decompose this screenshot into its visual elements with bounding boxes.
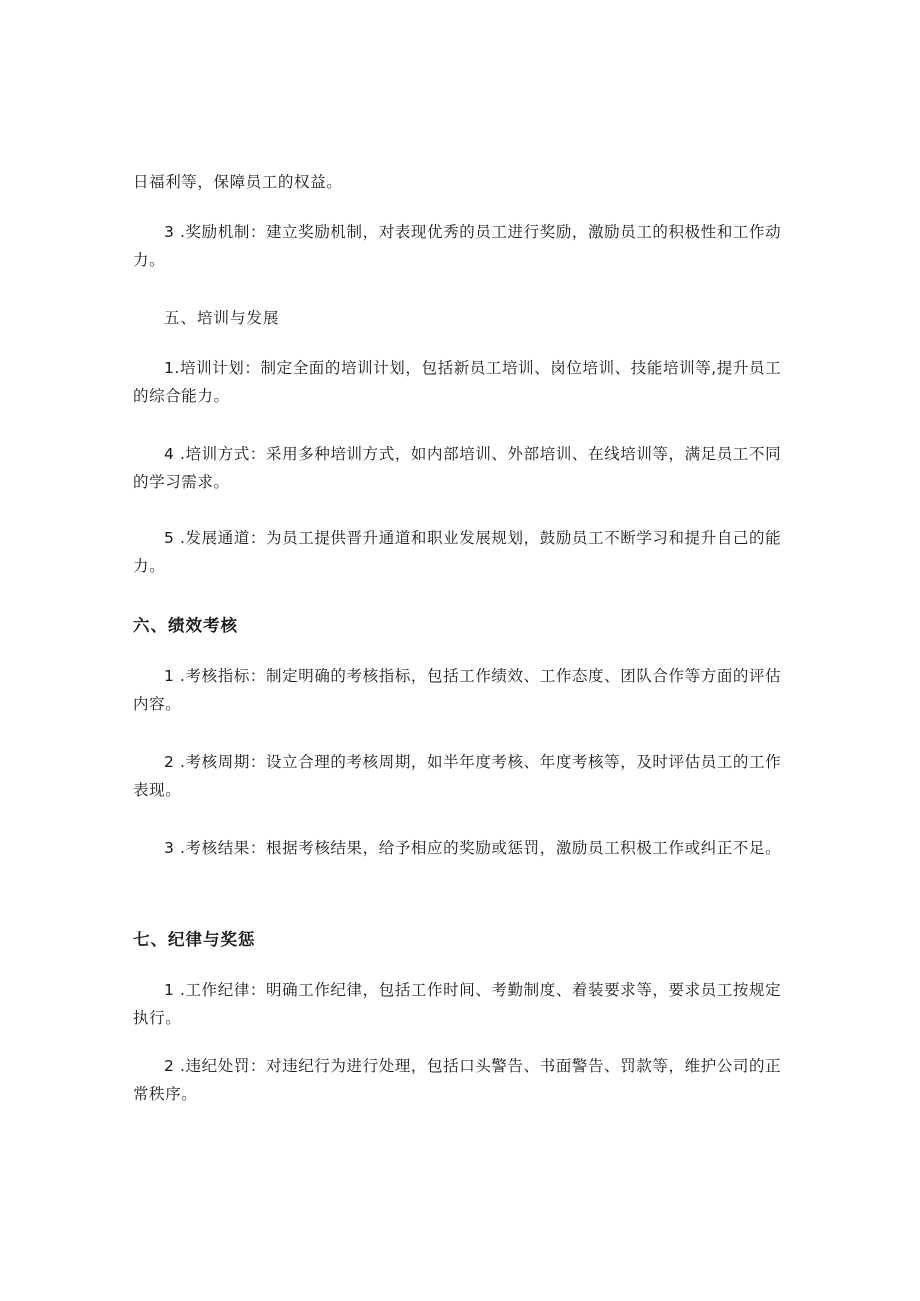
- paragraph-assessment-result: 3 .考核结果：根据考核结果，给予相应的奖励或惩罚，激励员工积极工作或纠正不足。: [164, 839, 782, 857]
- section-heading-training: 五、培训与发展: [164, 309, 280, 327]
- paragraph-welfare-continued: 日福利等，保障员工的权益。: [133, 173, 343, 191]
- paragraph-training-plan: 1.培训计划：制定全面的培训计划，包括新员工培训、岗位培训、技能培训等,提升员工的综合能力。: [133, 359, 782, 405]
- paragraph-assessment-cycle: 2 .考核周期：设立合理的考核周期，如半年度考核、年度考核等，及时评估员工的工作表现。: [133, 753, 782, 799]
- paragraph-work-discipline: 1 .工作纪律：明确工作纪律，包括工作时间、考勤制度、着装要求等，要求员工按规定执行。: [133, 981, 782, 1027]
- paragraph-reward-mechanism: 3 .奖励机制：建立奖励机制，对表现优秀的员工进行奖励，激励员工的积极性和工作动力。: [133, 223, 782, 269]
- paragraph-assessment-index: 1 .考核指标：制定明确的考核指标，包括工作绩效、工作态度、团队合作等方面的评估内容。: [133, 667, 782, 713]
- section-heading-discipline: 七、纪律与奖惩: [133, 930, 256, 949]
- section-heading-performance: 六、绩效考核: [133, 616, 238, 635]
- paragraph-development-path: 5 .发展通道：为员工提供晋升通道和职业发展规划，鼓励员工不断学习和提升自己的能力。: [133, 529, 782, 575]
- paragraph-training-method: 4 .培训方式：采用多种培训方式，如内部培训、外部培训、在线培训等，满足员工不同的学习需求。: [133, 445, 782, 491]
- paragraph-violation-penalty: 2 .违纪处罚：对违纪行为进行处理，包括口头警告、书面警告、罚款等，维护公司的正常秩序。: [133, 1057, 782, 1103]
